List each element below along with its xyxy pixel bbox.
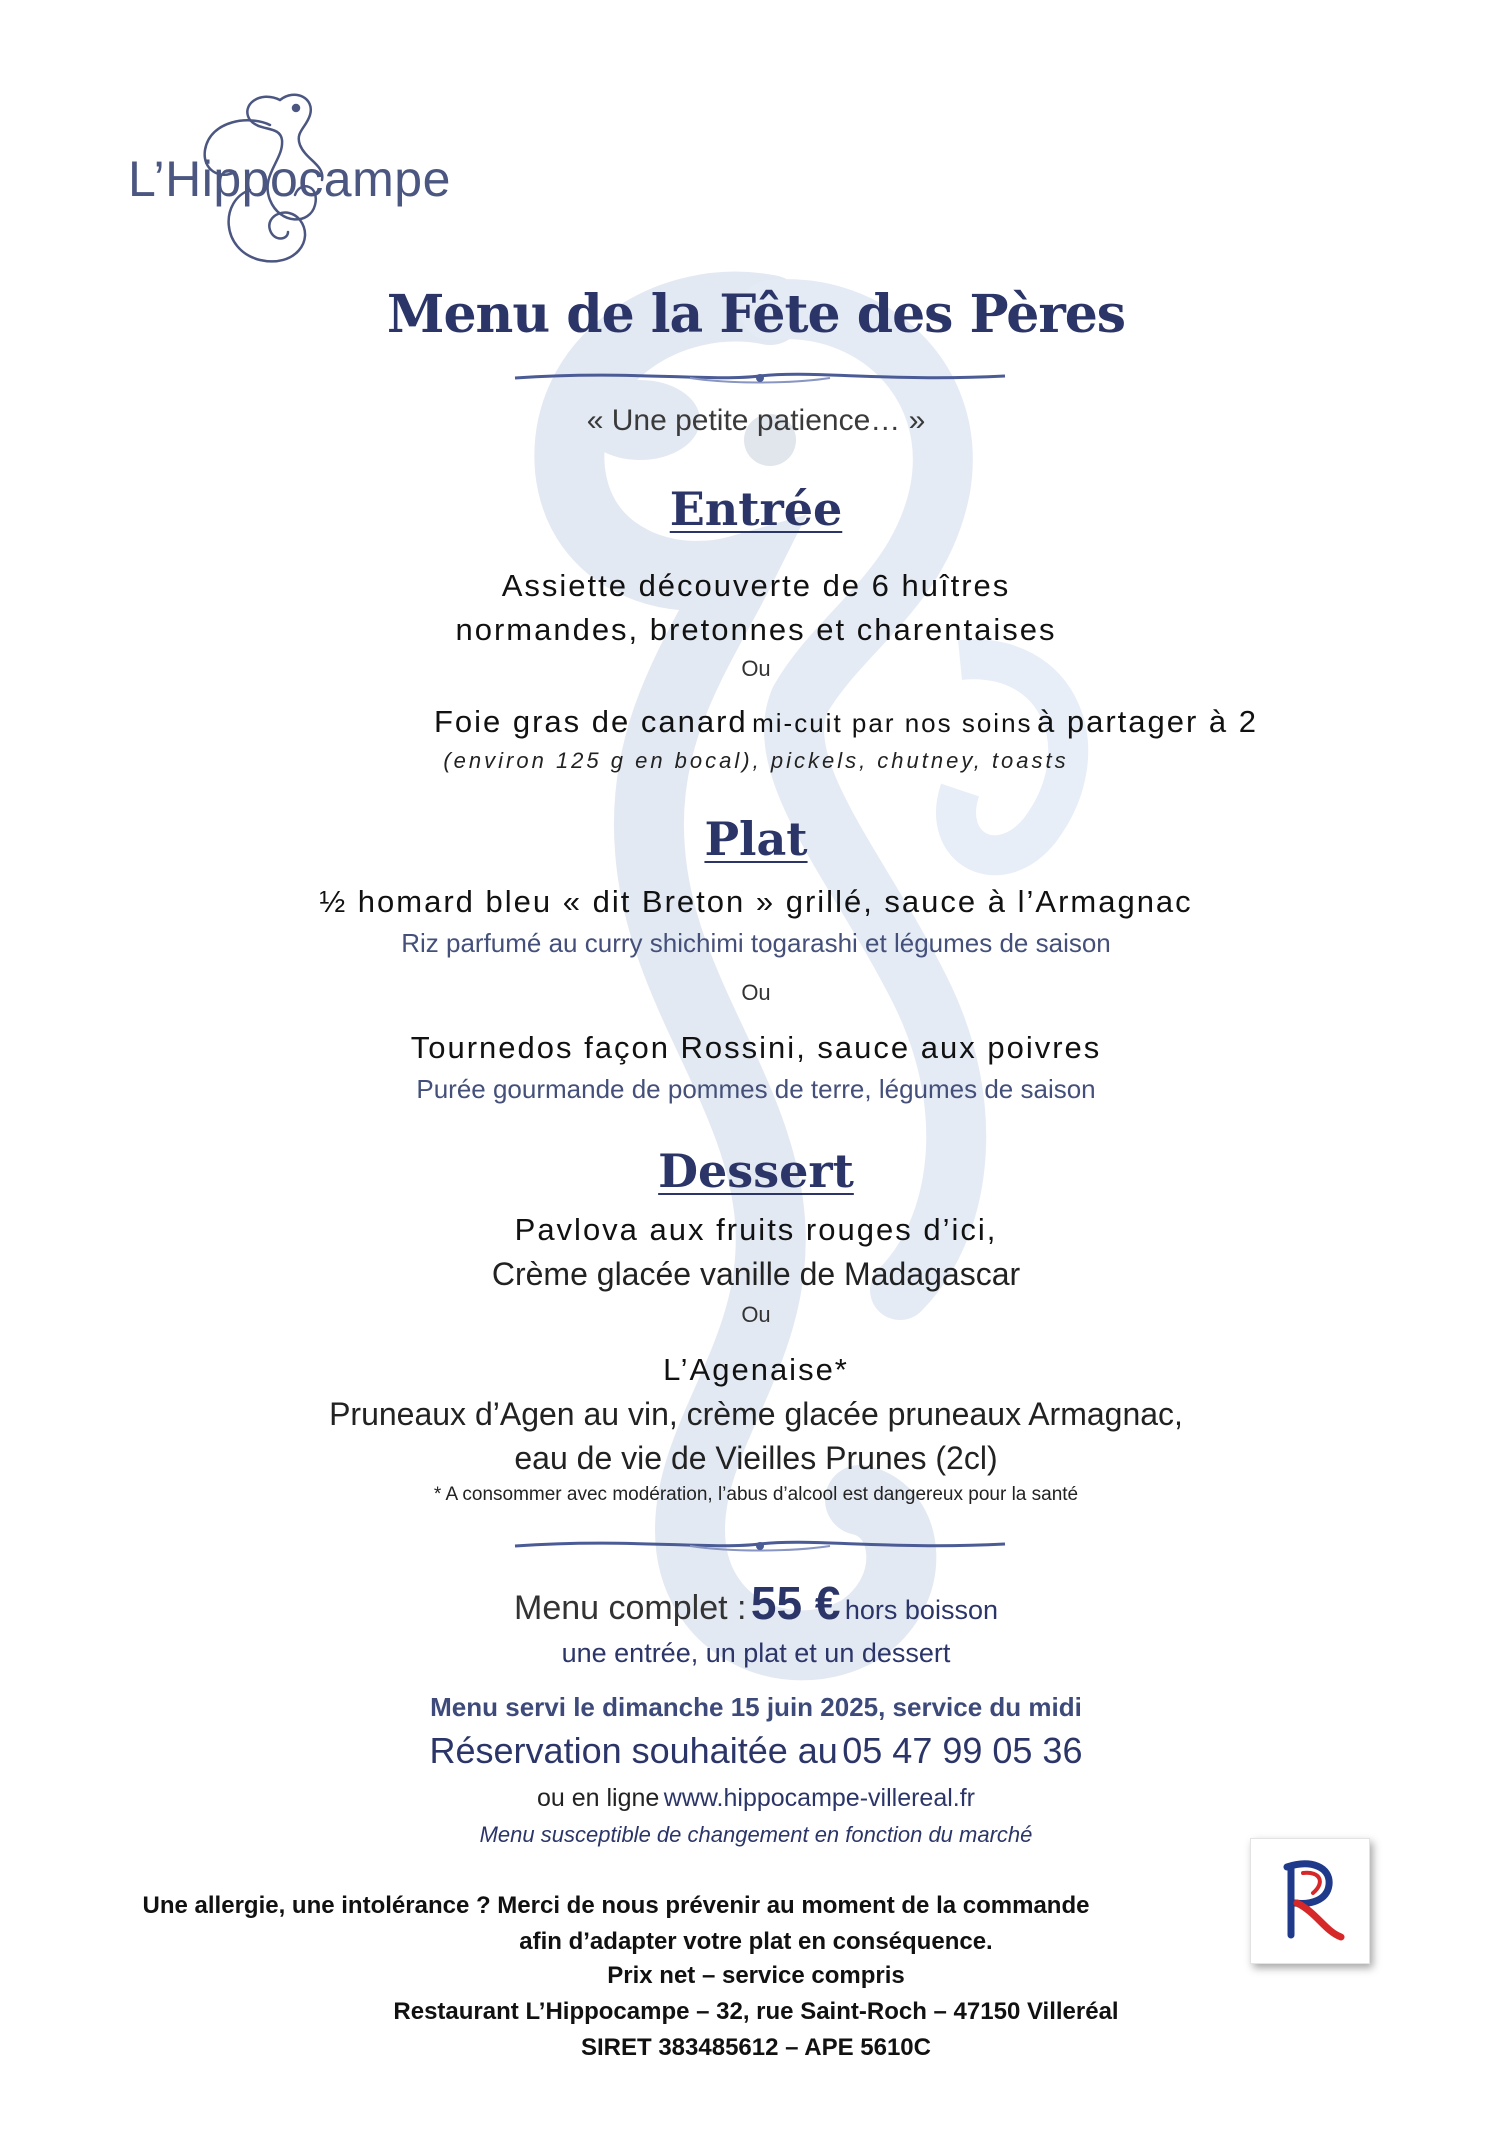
restaurant-address: Restaurant L’Hippocampe – 32, rue Saint-Roch – 47150 Villeréal	[393, 1998, 1119, 2025]
dessert-dish-2-line-2: eau de vie de Vieilles Prunes (2cl)	[514, 1440, 998, 1476]
logo-text: L’Hippocampe	[128, 151, 451, 207]
allergy-line-1: Une allergie, une intolérance ? Merci de nous prévenir au moment de la commande	[142, 1892, 1090, 1919]
dessert-dish-2-name: L’Agenaise*	[663, 1352, 849, 1387]
dessert-dish-2-line-1: Pruneaux d’Agen au vin, crème glacée pruneaux Armagnac,	[329, 1396, 1183, 1432]
price-value: 55 €	[750, 1577, 841, 1629]
price-note: Prix net – service compris	[607, 1962, 905, 1989]
entree-dish-1-line-2: normandes, bretonnes et charentaises	[455, 612, 1057, 647]
price-line	[0, 1576, 1512, 1630]
market-note: Menu susceptible de changement en fonction du marché	[479, 1822, 1033, 1847]
entree-dish-1-line-1: Assiette découverte de 6 huîtres	[501, 568, 1011, 603]
reservation-phone[interactable]: 05 47 99 05 36	[842, 1730, 1083, 1771]
allergy-line-2: afin d’adapter votre plat en conséquence.	[519, 1928, 993, 1955]
dessert-heading: Dessert	[658, 1144, 854, 1198]
ornament-divider-top	[510, 364, 1010, 390]
price-label: Menu complet :	[514, 1589, 747, 1627]
website-link[interactable]: www.hippocampe-villereal.fr	[663, 1784, 975, 1812]
service-date: Menu servi le dimanche 15 juin 2025, service du midi	[430, 1692, 1082, 1722]
dessert-dish-1-line-2: Crème glacée vanille de Madagascar	[491, 1256, 1021, 1292]
entree-or: Ou	[741, 656, 771, 681]
plat-or: Ou	[741, 980, 771, 1005]
dessert-dish-1-line-1: Pavlova aux fruits rouges d’ici,	[514, 1212, 998, 1247]
plat-heading: Plat	[704, 812, 808, 866]
entree-dish-2	[90, 704, 1512, 740]
menu-includes: une entrée, un plat et un dessert	[561, 1638, 951, 1668]
entree-dish-2-name: Foie gras de canard	[433, 704, 748, 739]
reservation-label: Réservation souhaitée au	[429, 1730, 838, 1771]
entree-dish-2-note: mi-cuit par nos soins	[752, 708, 1033, 738]
plat-dish-2-detail: Purée gourmande de pommes de terre, légumes de saison	[416, 1074, 1096, 1104]
plat-dish-1-detail: Riz parfumé au curry shichimi togarashi et légumes de saison	[401, 928, 1111, 958]
price-suffix: hors boisson	[844, 1595, 998, 1625]
reservation-line	[0, 1730, 1512, 1772]
alcohol-warning: * A consommer avec modération, l’abus d’alcool est dangereux pour la santé	[433, 1484, 1079, 1505]
r-badge-logo	[1250, 1838, 1370, 1964]
r-flag-icon	[1251, 1839, 1369, 1963]
online-line	[0, 1784, 1512, 1813]
page-title: Menu de la Fête des Pères	[386, 284, 1126, 345]
online-label: ou en ligne	[536, 1784, 660, 1812]
plat-dish-1: ½ homard bleu « dit Breton » grillé, sauce à l’Armagnac	[319, 884, 1193, 919]
ornament-divider-bottom	[510, 1532, 1010, 1558]
entree-heading: Entrée	[669, 482, 843, 536]
tagline: « Une petite patience… »	[586, 404, 926, 437]
dessert-or: Ou	[741, 1302, 771, 1327]
plat-dish-2: Tournedos façon Rossini, sauce aux poivres	[410, 1030, 1102, 1065]
entree-dish-2-share: à partager à 2	[1037, 704, 1259, 739]
siret-number: SIRET 383485612 – APE 5610C	[580, 2034, 931, 2061]
entree-dish-2-detail: (environ 125 g en bocal), pickels, chutney, toasts	[443, 748, 1069, 773]
